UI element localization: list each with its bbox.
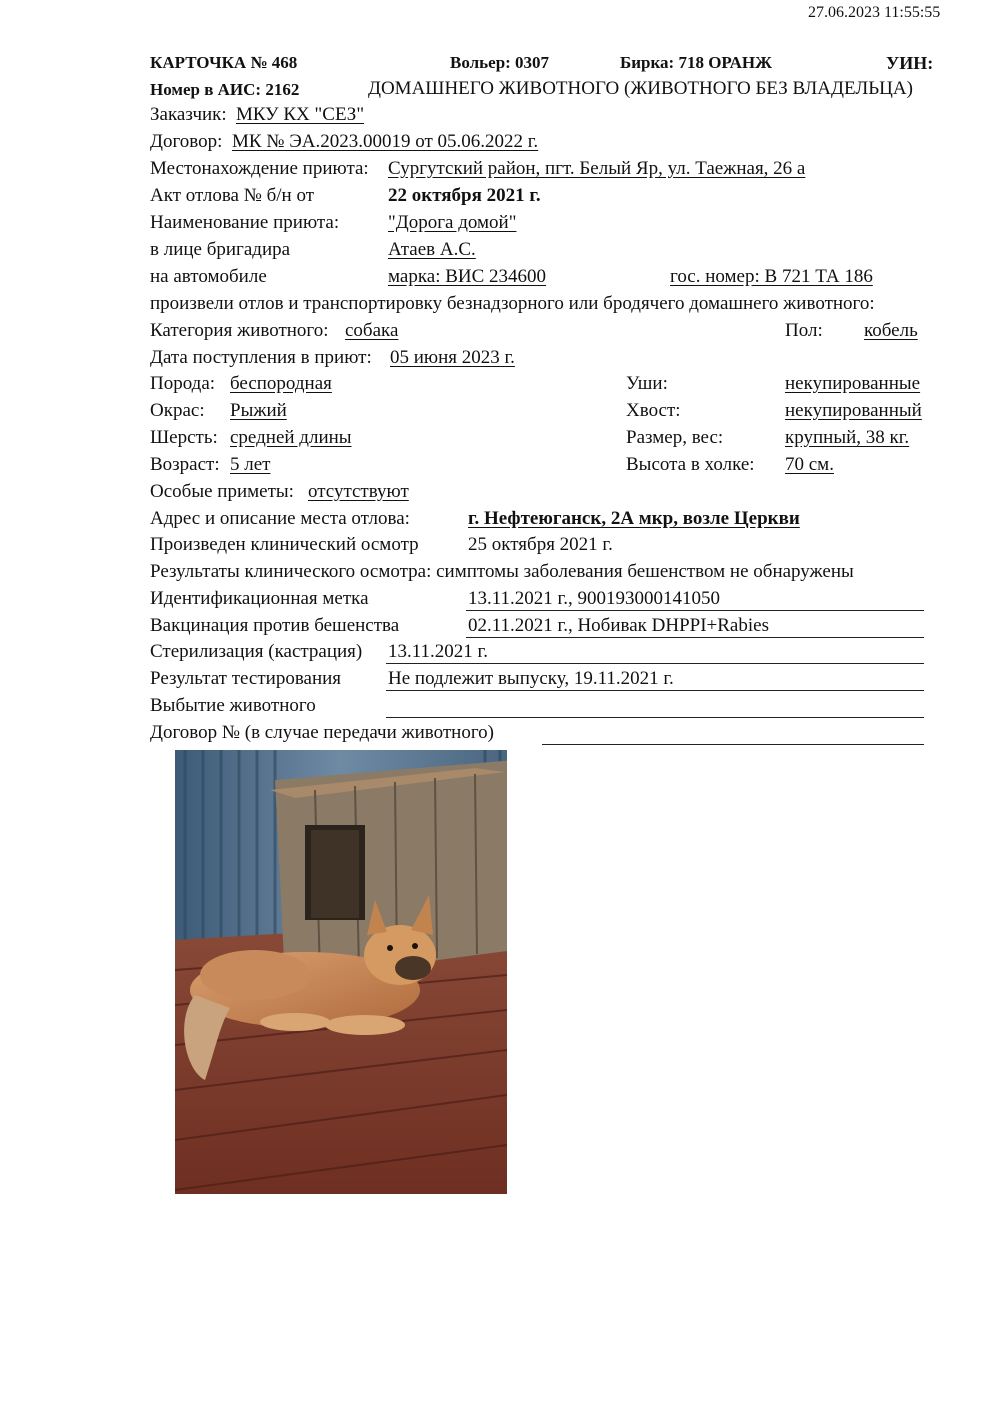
marks-value: отсутствуют	[308, 481, 409, 502]
location-label: Местонахождение приюта:	[150, 158, 369, 179]
height-value: 70 см.	[785, 454, 834, 475]
coat-label: Шерсть:	[150, 427, 218, 448]
test-underline	[386, 690, 924, 691]
exam-result: Результаты клинического осмотра: симптомы заболевания бешенством не обнаружены	[150, 561, 854, 582]
color-label: Окрас:	[150, 400, 205, 421]
steril-label: Стерилизация (кастрация)	[150, 641, 363, 662]
tag-number: Бирка: 718 ОРАНЖ	[620, 53, 772, 72]
act-value: 22 октября 2021 г.	[388, 185, 541, 206]
card-subtitle: ДОМАШНЕГО ЖИВОТНОГО (ЖИВОТНОГО БЕЗ ВЛАДЕЛЬЦА)	[368, 78, 913, 99]
contract-label: Договор:	[150, 131, 223, 152]
breed-label: Порода:	[150, 373, 216, 394]
foreman-value: Атаев А.С.	[388, 239, 476, 260]
shelter-label: Наименование приюта:	[150, 212, 340, 233]
tail-value: некупированный	[785, 400, 922, 421]
foreman-label: в лице бригадира	[150, 239, 291, 260]
statement: произвели отлов и транспортировку безнадзорного или бродячего домашнего животного:	[150, 293, 875, 314]
exam-label: Произведен клинический осмотр	[150, 534, 419, 555]
contract-value: МК № ЭА.2023.00019 от 05.06.2022 г.	[232, 131, 539, 152]
id-value: 13.11.2021 г., 900193000141050	[468, 588, 720, 609]
shelter-value: "Дорога домой"	[388, 212, 517, 233]
exam-value: 25 октября 2021 г.	[468, 534, 613, 555]
marks-label: Особые приметы:	[150, 481, 294, 502]
breed-value: беспородная	[230, 373, 332, 394]
id-label: Идентификационная метка	[150, 588, 369, 609]
age-value: 5 лет	[230, 454, 271, 475]
car-label: на автомобиле	[150, 266, 267, 287]
customer-label: Заказчик:	[150, 104, 227, 125]
sex-label: Пол:	[785, 320, 823, 341]
id-underline	[466, 610, 924, 611]
age-label: Возраст:	[150, 454, 220, 475]
coat-value: средней длины	[230, 427, 352, 448]
exit-underline	[386, 717, 924, 718]
vacc-underline	[466, 637, 924, 638]
place-value: г. Нефтеюганск, 2А мкр, возле Церкви	[468, 508, 800, 529]
admission-label: Дата поступления в приют:	[150, 347, 372, 368]
exit-label: Выбытие животного	[150, 695, 316, 716]
steril-underline	[386, 663, 924, 664]
vacc-value: 02.11.2021 г., Нобивак DHPPI+Rabies	[468, 615, 769, 636]
plate-value: гос. номер: В 721 ТА 186	[670, 266, 873, 287]
sex-value: кобель	[864, 320, 918, 341]
ears-value: некупированные	[785, 373, 921, 394]
height-label: Высота в холке:	[626, 454, 755, 475]
category-label: Категория животного:	[150, 320, 329, 341]
test-value: Не подлежит выпуску, 19.11.2021 г.	[388, 668, 674, 689]
vacc-label: Вакцинация против бешенства	[150, 615, 400, 636]
size-value: крупный, 38 кг.	[785, 427, 910, 448]
transfer-underline	[542, 744, 924, 745]
test-label: Результат тестирования	[150, 668, 342, 689]
admission-value: 05 июня 2023 г.	[390, 347, 515, 368]
act-label: Акт отлова № б/н от	[150, 185, 315, 206]
size-label: Размер, вес:	[626, 427, 724, 448]
category-value: собака	[345, 320, 399, 341]
color-value: Рыжий	[230, 400, 287, 421]
transfer-label: Договор № (в случае передачи животного)	[150, 722, 494, 743]
card-number: КАРТОЧКА № 468	[150, 53, 298, 72]
place-label: Адрес и описание места отлова:	[150, 508, 410, 529]
location-value: Сургутский район, пгт. Белый Яр, ул. Таежная, 26 а	[388, 158, 806, 179]
ears-label: Уши:	[626, 373, 668, 394]
timestamp: 27.06.2023 11:55:55	[808, 4, 941, 21]
steril-value: 13.11.2021 г.	[388, 641, 488, 662]
animal-photo	[175, 750, 507, 1194]
enclosure-number: Вольер: 0307	[450, 53, 550, 72]
ais-number: Номер в АИС: 2162	[150, 80, 300, 99]
uin-label: УИН:	[886, 53, 934, 73]
car-value: марка: ВИС 234600	[388, 266, 547, 287]
tail-label: Хвост:	[626, 400, 681, 421]
customer-value: МКУ КХ "СЕЗ"	[236, 104, 365, 125]
